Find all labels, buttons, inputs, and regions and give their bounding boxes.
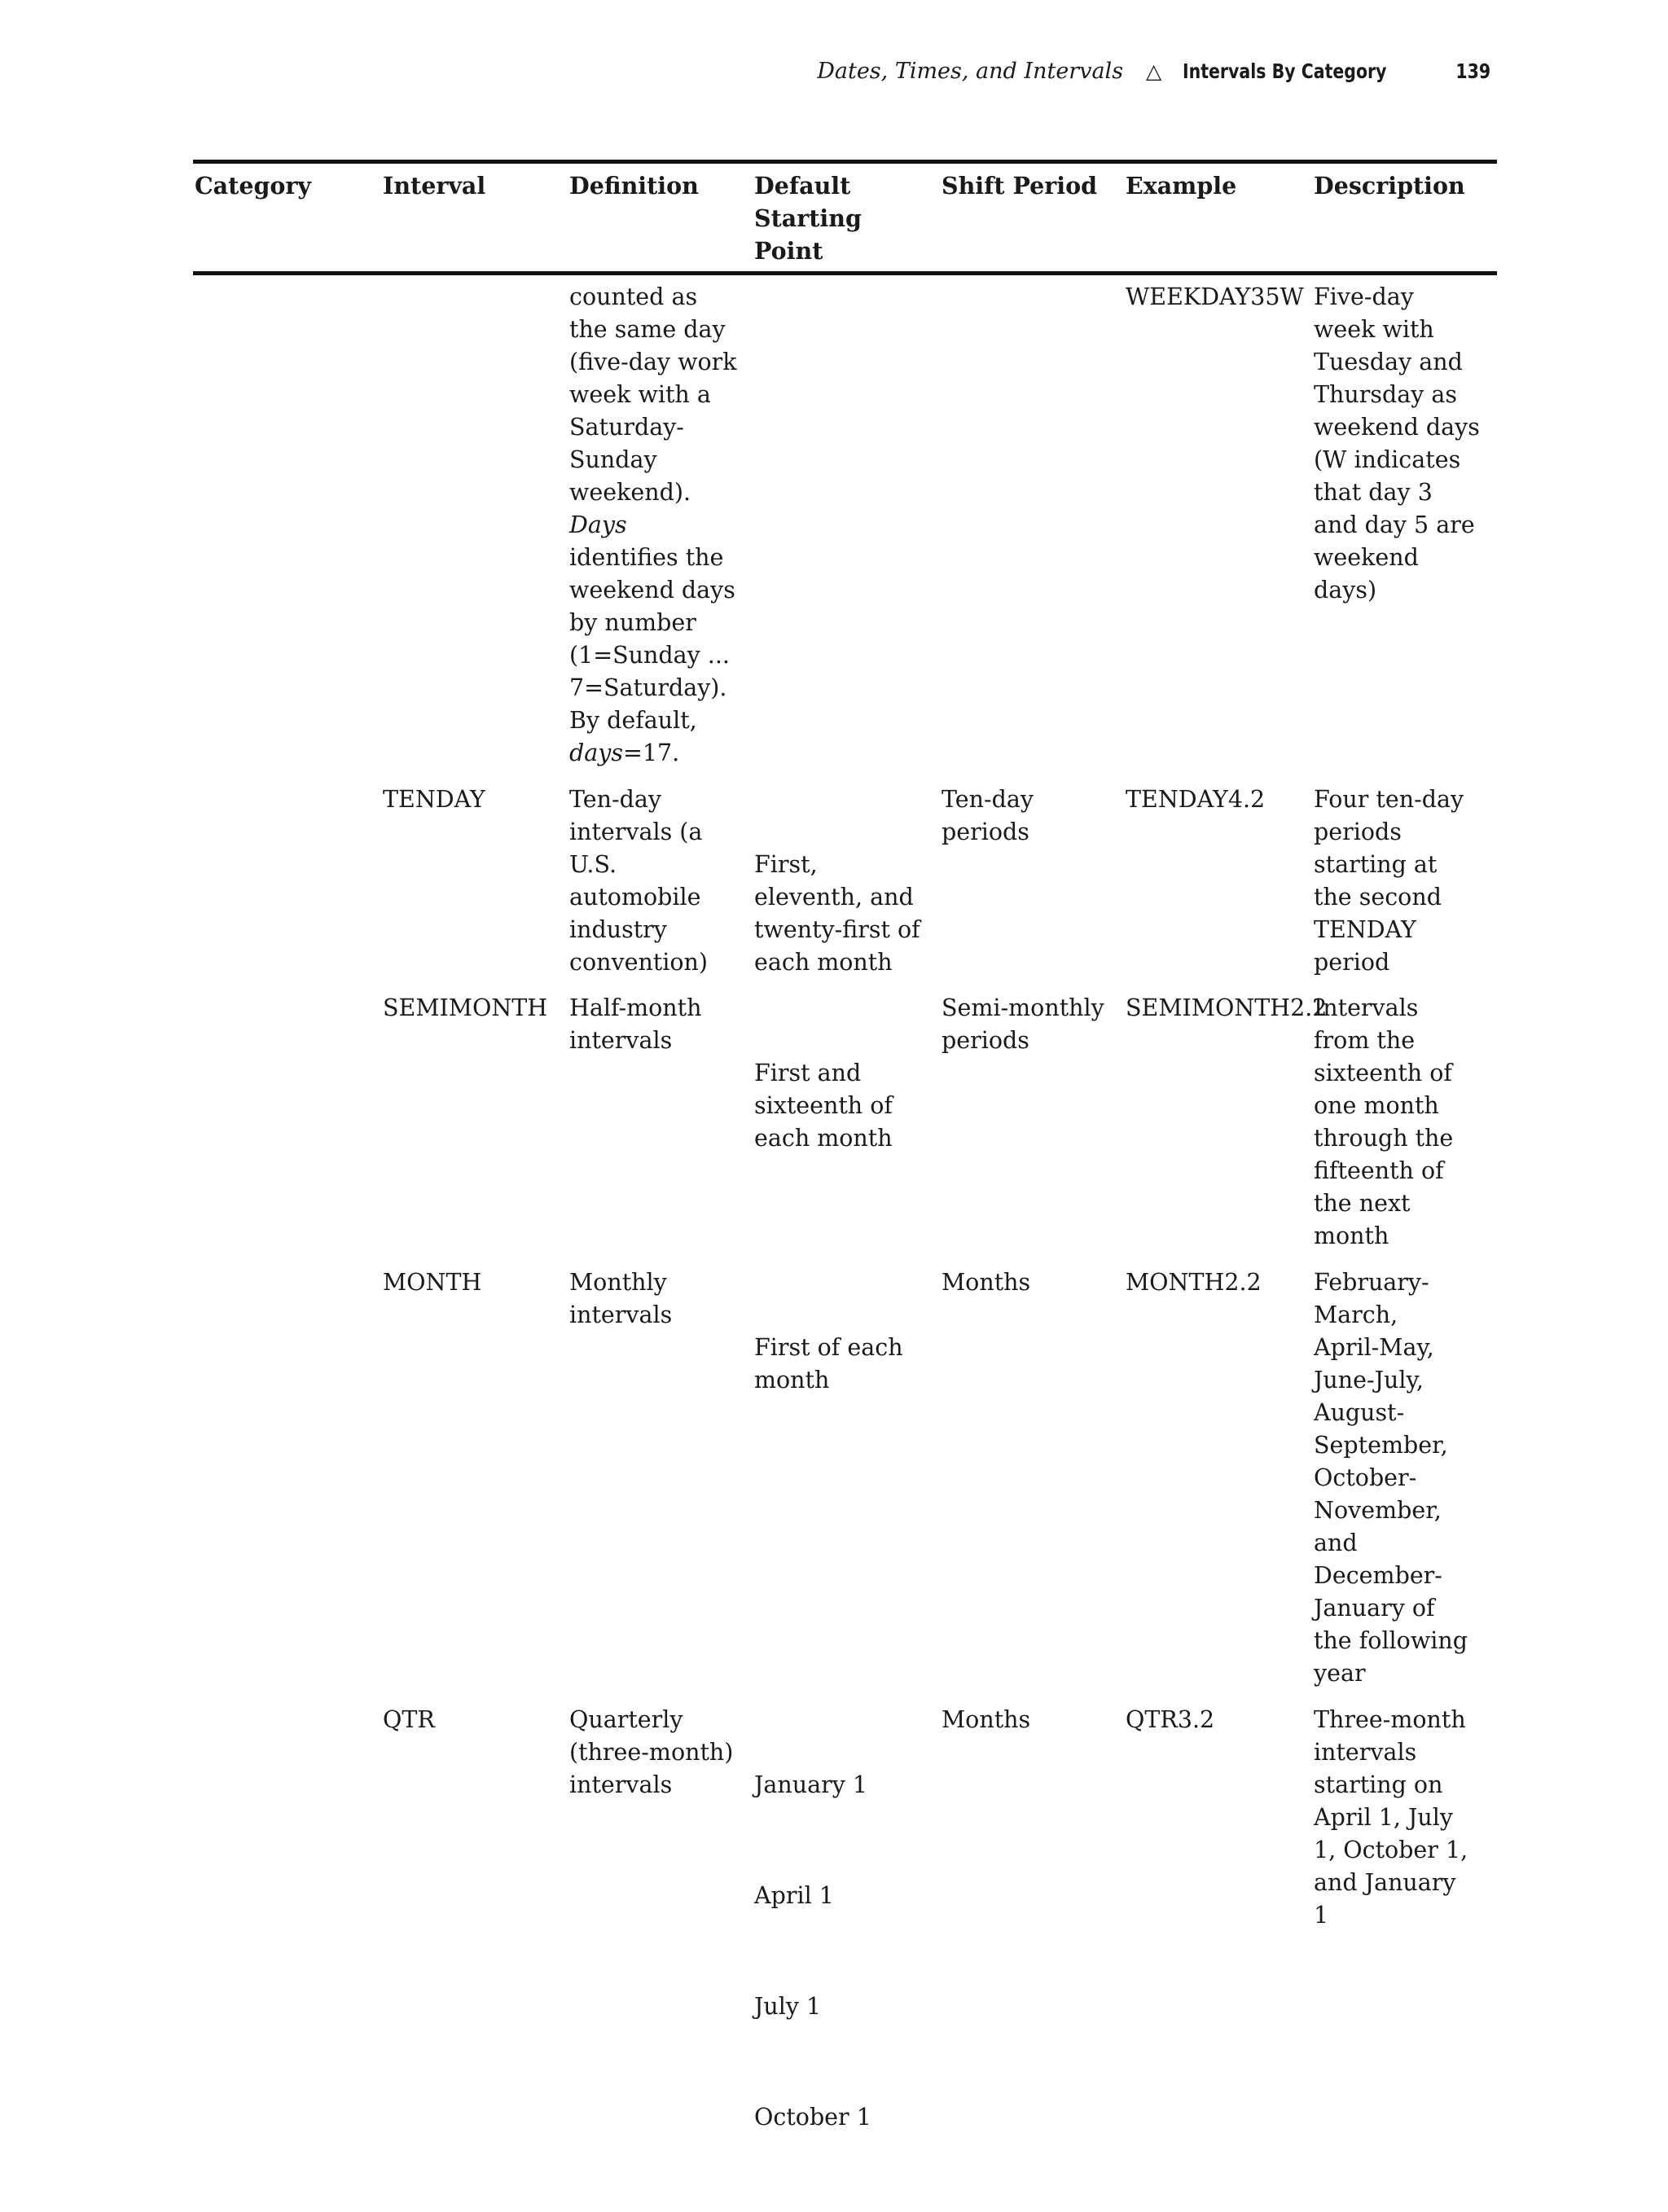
starting-point: First, eleventh, and twenty-first of each month <box>754 851 920 976</box>
description-cell: Four ten-day periods starting at the second TENDAY period <box>1314 786 1464 976</box>
example-cell: TENDAY4.2 <box>1126 786 1266 813</box>
header-definition: Definition <box>569 172 699 200</box>
default-starting-point-cell <box>754 992 893 1233</box>
example-cell: QTR3.2 <box>1126 1706 1215 1733</box>
definition-cell: Ten-day intervals (a U.S. automobile industry convention) <box>569 786 708 976</box>
header-category: Category <box>195 172 311 200</box>
description-cell: February- March, April-May, June-July, August- September, October- November, and December- January of the following year <box>1314 1269 1468 1687</box>
description-cell: Intervals from the sixteenth of one month through the fifteenth of the next month <box>1314 994 1454 1249</box>
shift-period-cell: Months <box>942 1269 1031 1296</box>
example-cell: WEEKDAY35W <box>1126 283 1304 310</box>
description-cell: Five-day week with Tuesday and Thursday as weekend days (W indicates that day 3 and day 5 are weekend days) <box>1314 283 1480 603</box>
starting-point: January 1 <box>754 1771 868 1798</box>
starting-point: April 1 <box>754 1882 834 1909</box>
definition-cell: Half-month intervals <box>569 994 702 1054</box>
definition-text: identifies the weekend days by number (1=Sunday ... 7=Saturday). By default, <box>569 544 735 734</box>
triangle-icon: △ <box>1146 59 1162 83</box>
header-shift-period: Shift Period <box>942 172 1098 200</box>
description-cell: Three-month intervals starting on April 1, July 1, October 1, and January 1 <box>1314 1706 1468 1929</box>
default-starting-point-cell <box>754 1704 871 2212</box>
definition-cell: Quarterly (three-month) intervals <box>569 1706 734 1798</box>
starting-point: October 1 <box>754 2104 871 2131</box>
definition-cell <box>569 281 737 770</box>
table-header-rule <box>193 271 1497 275</box>
shift-period-cell: Months <box>942 1706 1031 1733</box>
example-cell: SEMIMONTH2.2 <box>1126 994 1328 1021</box>
interval-cell: MONTH <box>383 1269 482 1296</box>
section-title: Intervals By Category <box>1183 59 1387 83</box>
definition-term: days <box>569 740 623 766</box>
definition-term: Days <box>569 511 627 538</box>
table-top-rule <box>193 160 1497 164</box>
starting-point: First and sixteenth of each month <box>754 1060 893 1152</box>
header-default-starting-point: Default Starting Point <box>754 172 862 265</box>
definition-cell: Monthly intervals <box>569 1269 673 1328</box>
default-starting-point-cell <box>754 1266 903 1475</box>
chapter-title: Dates, Times, and Intervals <box>817 59 1124 84</box>
definition-text: =17. <box>622 740 680 766</box>
interval-cell: QTR <box>383 1706 435 1733</box>
page-number: 139 <box>1455 59 1490 83</box>
shift-period-cell: Semi-monthly periods <box>942 994 1104 1054</box>
starting-point: First of each month <box>754 1334 903 1393</box>
header-description: Description <box>1314 172 1465 200</box>
running-header <box>817 59 1490 84</box>
shift-period-cell: Ten-day periods <box>942 786 1034 845</box>
definition-text: counted as the same day (five-day work week with a Saturday- Sunday weekend). <box>569 283 737 506</box>
interval-cell: TENDAY <box>383 786 485 813</box>
example-cell: MONTH2.2 <box>1126 1269 1262 1296</box>
header-example: Example <box>1126 172 1237 200</box>
header-interval: Interval <box>383 172 486 200</box>
interval-cell: SEMIMONTH <box>383 994 548 1021</box>
starting-point: July 1 <box>754 1993 822 2020</box>
